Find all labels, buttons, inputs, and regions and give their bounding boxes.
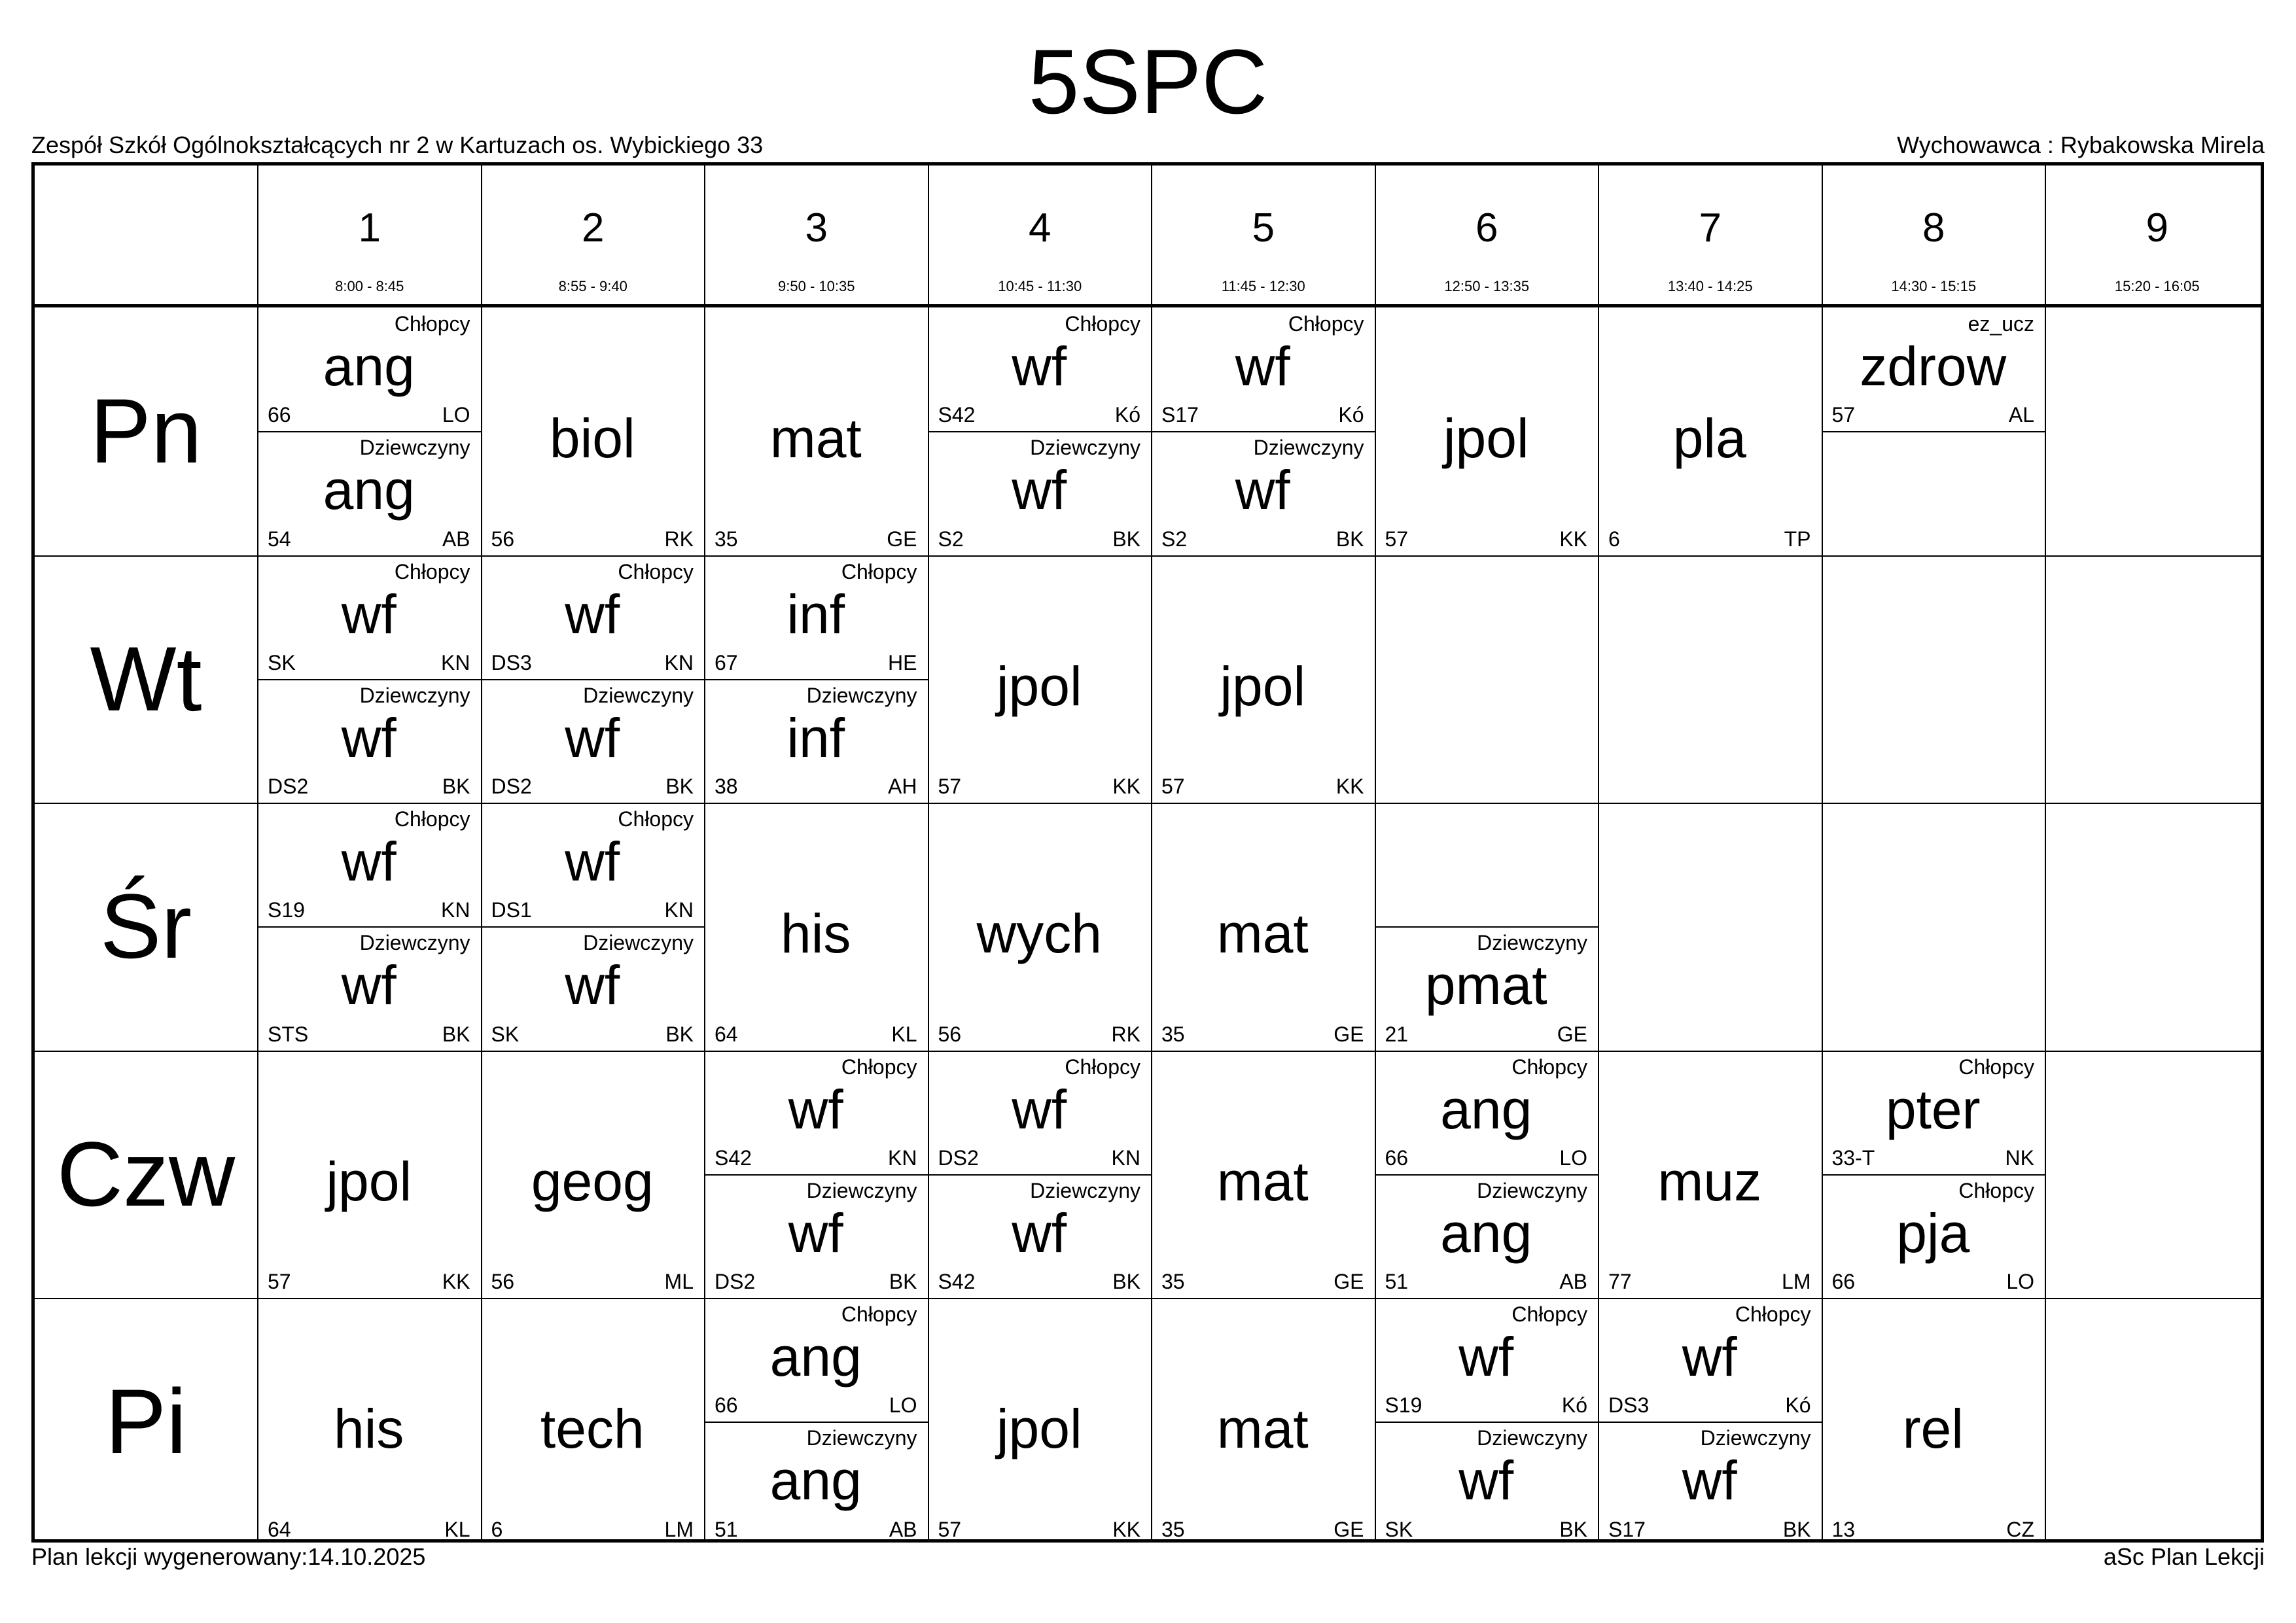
lesson-card [1375,1174,1598,1298]
period-number: 4 [1029,205,1051,251]
group-divider [1376,1422,1598,1423]
lesson-teacher: HE [888,650,917,674]
lesson-subject: jpol [1443,408,1529,469]
lesson-card [704,1051,928,1174]
group-divider [1823,431,2045,432]
period-number: 5 [1252,205,1275,251]
lesson-group: Chłopcy [1288,312,1364,336]
lesson-card [257,679,481,803]
lesson-room: DS3 [1608,1393,1650,1418]
lesson-room: S2 [938,527,964,551]
timetable-grid [31,162,2264,1543]
lesson-card [481,307,705,555]
lesson-subject: wf [341,831,397,892]
timetable-title: 5SPC [1028,30,1268,133]
group-divider [1376,926,1598,928]
lesson-subject: muz [1657,1150,1762,1212]
day-label: Pn [90,379,202,482]
lesson-subject: jpol [326,1150,412,1212]
group-divider [258,926,481,928]
group-divider [1823,1174,2045,1176]
lesson-group: Dziewczyny [1030,1178,1140,1202]
lesson-group: Chłopcy [1511,1055,1587,1079]
lesson-room: 33-T [1831,1145,1875,1170]
lesson-teacher: KL [891,1022,917,1046]
lesson-room: 66 [1385,1145,1409,1170]
lesson-card [1598,1051,1822,1299]
lesson-card [1598,307,1822,555]
school-name: Zespół Szkół Ogólnokształcących nr 2 w Kartuzach os. Wybickiego 33 [31,131,764,158]
lesson-teacher: AB [889,1517,917,1541]
lesson-teacher: NK [2005,1145,2034,1170]
lesson-teacher: CZ [2006,1517,2034,1541]
lesson-room: 35 [1161,1022,1185,1046]
lesson-subject: wf [1235,336,1290,397]
period-number: 6 [1475,205,1498,251]
lesson-subject: inf [786,707,845,769]
lesson-subject: inf [786,583,845,645]
lesson-teacher: BK [1782,1517,1811,1541]
period-time: 8:00 - 8:45 [335,278,404,294]
lesson-teacher: KL [444,1517,470,1541]
lesson-subject: wf [1235,459,1290,521]
lesson-card [1822,307,2045,431]
lesson-subject: wych [976,903,1102,964]
group-divider [929,1174,1152,1176]
day-label: Wt [90,627,202,730]
lesson-room: DS3 [491,650,532,674]
lesson-room: 64 [268,1517,291,1541]
day-label: Pi [105,1370,187,1473]
group-divider [1152,431,1375,432]
lesson-card [1375,1051,1598,1174]
lesson-group: Chłopcy [618,807,694,831]
lesson-room: 57 [1161,775,1185,798]
lesson-teacher: KK [1112,1517,1140,1541]
lesson-subject: mat [1216,1398,1309,1459]
lesson-card [1375,307,1598,555]
lesson-card [481,555,705,679]
column-divider [2045,304,2046,1539]
lesson-group: Dziewczyny [359,436,470,460]
lesson-room: 56 [491,527,515,551]
lesson-card [1598,1298,1822,1422]
lesson-room: 57 [938,1517,962,1541]
lesson-card [704,307,928,555]
lesson-room: 57 [1831,403,1856,427]
lesson-teacher: LO [2006,1270,2034,1293]
group-divider [929,431,1152,432]
lesson-teacher: BK [1112,1270,1140,1293]
lesson-room: 77 [1608,1270,1632,1293]
lesson-card [1151,1298,1375,1546]
lesson-group: Chłopcy [1958,1178,2034,1202]
lesson-card [704,1174,928,1298]
lesson-card [481,679,705,803]
lesson-room: SK [1385,1517,1413,1541]
period-number: 9 [2146,205,2168,251]
lesson-subject: wf [1012,459,1067,521]
lesson-card [1822,1298,2045,1546]
lesson-card [481,1298,705,1546]
period-time: 11:45 - 12:30 [1221,278,1305,294]
period-time: 9:50 - 10:35 [778,278,855,294]
lesson-room: STS [268,1022,309,1046]
lesson-group: Chłopcy [841,1302,917,1326]
lesson-card [704,1422,928,1545]
lesson-card [481,803,705,926]
lesson-group: Dziewczyny [806,1178,917,1202]
lesson-subject: wf [565,707,620,769]
lesson-card [704,679,928,803]
lesson-group: Chłopcy [1511,1302,1587,1326]
lesson-teacher: GE [887,527,917,551]
lesson-room: S17 [1161,403,1199,427]
lesson-subject: ang [1440,1078,1532,1140]
lesson-teacher: Kó [1785,1393,1811,1418]
lesson-room: DS2 [268,775,309,798]
lesson-teacher: Kó [1114,403,1140,427]
lesson-group: Dziewczyny [583,931,694,955]
day-label: Śr [100,875,192,977]
lesson-teacher: BK [665,1022,694,1046]
lesson-card [928,555,1152,803]
period-time: 8:55 - 9:40 [558,278,627,294]
lesson-room: 57 [1385,527,1409,551]
lesson-room: 56 [491,1270,515,1293]
lesson-group: Dziewczyny [1477,931,1587,955]
app-credit: aSc Plan Lekcji [2103,1543,2265,1570]
lesson-subject: biol [549,408,635,469]
lesson-teacher: Kó [1561,1393,1587,1418]
lesson-teacher: BK [1335,527,1364,551]
lesson-subject: pja [1896,1202,1970,1264]
lesson-card [1151,1051,1375,1299]
lesson-teacher: RK [1111,1022,1140,1046]
lesson-group: Chłopcy [1735,1302,1811,1326]
lesson-teacher: AL [2008,403,2034,427]
lesson-group: Dziewczyny [806,1426,917,1450]
lesson-room: 64 [715,1022,738,1046]
lesson-card [257,1051,481,1299]
lesson-card [704,555,928,679]
period-time: 14:30 - 15:15 [1891,278,1977,294]
lesson-card [257,307,481,431]
lesson-teacher: KN [441,650,470,674]
lesson-subject: pla [1672,408,1746,469]
lesson-card [257,1298,481,1546]
lesson-subject: wf [565,954,620,1017]
lesson-subject: pter [1885,1078,1981,1140]
lesson-subject: wf [1012,1078,1067,1140]
lesson-room: 51 [715,1517,738,1541]
lesson-card [257,803,481,926]
lesson-group: Chłopcy [394,559,470,584]
lesson-teacher: KN [664,898,694,922]
lesson-group: Chłopcy [841,559,917,584]
period-header [1151,166,1375,304]
lesson-group: Chłopcy [394,807,470,831]
period-time: 10:45 - 11:30 [998,278,1082,294]
lesson-room: 35 [1161,1517,1185,1541]
lesson-subject: ang [769,1450,862,1512]
lesson-room: 54 [268,527,291,551]
homeroom-teacher: Wychowawca : Rybakowska Mirela [1897,131,2265,158]
lesson-teacher: BK [1559,1517,1587,1541]
lesson-teacher: KK [1335,775,1364,798]
group-divider [705,1422,928,1423]
period-header [257,166,481,304]
lesson-room: S2 [1161,527,1188,551]
lesson-group: Dziewczyny [359,931,470,955]
lesson-card [1375,1422,1598,1545]
lesson-subject: wf [341,707,397,769]
period-number: 3 [805,205,828,251]
lesson-room: 57 [938,775,962,798]
lesson-room: 56 [938,1022,962,1046]
lesson-subject: wf [1458,1450,1514,1512]
lesson-teacher: GE [1557,1022,1587,1046]
lesson-room: DS1 [491,898,532,922]
lesson-group: Chłopcy [1065,312,1140,336]
lesson-group: Chłopcy [1065,1055,1140,1079]
group-divider [1376,1174,1598,1176]
lesson-teacher: GE [1333,1270,1364,1293]
lesson-group: Dziewczyny [1477,1426,1587,1450]
lesson-teacher: BK [1112,527,1140,551]
lesson-subject: geog [531,1150,654,1212]
lesson-card [481,1051,705,1299]
lesson-card [1598,1422,1822,1545]
lesson-group: Chłopcy [841,1055,917,1079]
lesson-teacher: KN [441,898,470,922]
lesson-room: DS2 [491,775,532,798]
lesson-room: 66 [715,1393,738,1418]
lesson-card [1822,1174,2045,1298]
lesson-subject: jpol [996,1398,1082,1459]
lesson-room: S42 [938,1270,976,1293]
lesson-teacher: KN [888,1145,917,1170]
lesson-card [704,803,928,1051]
lesson-card [481,926,705,1050]
lesson-teacher: ML [664,1270,694,1293]
lesson-teacher: Kó [1338,403,1364,427]
group-divider [482,926,705,928]
period-time: 12:50 - 13:35 [1444,278,1530,294]
lesson-card [928,1174,1152,1298]
lesson-teacher: LM [1782,1270,1811,1293]
lesson-teacher: AB [442,527,470,551]
lesson-room: 57 [268,1270,291,1293]
lesson-teacher: BK [442,1022,470,1046]
lesson-teacher: LO [889,1393,917,1418]
lesson-teacher: AH [888,775,917,798]
lesson-room: 67 [715,650,738,674]
lesson-room: S17 [1608,1517,1646,1541]
group-divider [258,679,481,680]
lesson-teacher: LM [664,1517,694,1541]
lesson-teacher: LO [1559,1145,1587,1170]
lesson-card [257,431,481,555]
period-time: 15:20 - 16:05 [2114,278,2200,294]
period-number: 2 [582,205,605,251]
group-divider [258,431,481,432]
lesson-room: 38 [715,775,738,798]
lesson-group: Dziewczyny [806,683,917,707]
lesson-teacher: AB [1559,1270,1587,1293]
lesson-subject: mat [1216,903,1309,964]
period-header [1598,166,1822,304]
period-header [928,166,1152,304]
lesson-room: 13 [1831,1517,1856,1541]
period-time: 13:40 - 14:25 [1667,278,1753,294]
period-header [1822,166,2045,304]
lesson-group: Dziewczyny [1030,436,1140,460]
lesson-card [1151,307,1375,431]
lesson-subject: tech [540,1398,645,1459]
lesson-card [1151,555,1375,803]
lesson-card [1151,803,1375,1051]
lesson-room: 35 [715,527,738,551]
lesson-group: Dziewczyny [1477,1178,1587,1202]
lesson-subject: wf [1682,1450,1737,1512]
lesson-teacher: KN [1111,1145,1140,1170]
lesson-subject: pmat [1424,954,1547,1017]
lesson-group: Chłopcy [394,312,470,336]
lesson-card [704,1298,928,1422]
period-header [2045,166,2269,304]
lesson-subject: mat [769,408,862,469]
lesson-card [1822,1051,2045,1174]
lesson-subject: ang [323,336,415,397]
lesson-subject: wf [788,1202,843,1264]
lesson-room: DS2 [715,1270,756,1293]
lesson-group: Chłopcy [1958,1055,2034,1079]
lesson-room: 35 [1161,1270,1185,1293]
lesson-room: 66 [1831,1270,1856,1293]
period-header [481,166,705,304]
lesson-room: S42 [938,403,976,427]
lesson-group: Chłopcy [618,559,694,584]
group-divider [1599,1422,1822,1423]
lesson-subject: ang [323,459,415,521]
period-header [704,166,928,304]
lesson-subject: wf [565,583,620,645]
lesson-subject: wf [1458,1326,1514,1387]
lesson-teacher: RK [664,527,694,551]
lesson-subject: rel [1902,1398,1964,1459]
lesson-room: 51 [1385,1270,1409,1293]
lesson-card [928,1051,1152,1174]
lesson-teacher: KK [1559,527,1587,551]
lesson-subject: zdrow [1860,336,2007,397]
lesson-subject: wf [1012,336,1067,397]
period-number: 8 [1922,205,1945,251]
lesson-card [257,926,481,1050]
group-divider [705,679,928,680]
period-number: 7 [1699,205,1722,251]
lesson-teacher: GE [1333,1022,1364,1046]
lesson-room: 66 [268,403,291,427]
lesson-subject: jpol [1220,655,1306,717]
generated-date: Plan lekcji wygenerowany:14.10.2025 [31,1543,426,1570]
lesson-teacher: KN [664,650,694,674]
lesson-card [1375,926,1598,1050]
period-header [1375,166,1598,304]
group-divider [705,1174,928,1176]
lesson-room: 21 [1385,1022,1409,1046]
lesson-teacher: BK [442,775,470,798]
lesson-room: 6 [1608,527,1620,551]
lesson-card [928,1298,1152,1546]
lesson-card [257,555,481,679]
lesson-card [1151,431,1375,555]
period-number: 1 [358,205,381,251]
lesson-card [928,803,1152,1051]
lesson-group: Dziewczyny [1700,1426,1811,1450]
lesson-room: S42 [715,1145,752,1170]
lesson-teacher: LO [442,403,470,427]
lesson-room: S19 [268,898,305,922]
lesson-group: Dziewczyny [1253,436,1364,460]
lesson-subject: ang [1440,1202,1532,1264]
lesson-room: DS2 [938,1145,979,1170]
lesson-subject: his [781,903,851,964]
day-label: Czw [56,1122,236,1225]
lesson-subject: his [334,1398,404,1459]
lesson-card [928,307,1152,431]
lesson-room: 6 [491,1517,503,1541]
lesson-subject: wf [1012,1202,1067,1264]
lesson-subject: wf [341,583,397,645]
lesson-room: S19 [1385,1393,1422,1418]
lesson-subject: wf [565,831,620,892]
lesson-card [928,431,1152,555]
lesson-teacher: BK [889,1270,917,1293]
lesson-teacher: TP [1784,527,1811,551]
lesson-subject: jpol [996,655,1082,717]
lesson-teacher: BK [665,775,694,798]
lesson-group: Dziewczyny [583,683,694,707]
lesson-room: SK [268,650,296,674]
lesson-room: SK [491,1022,520,1046]
lesson-teacher: KK [1112,775,1140,798]
lesson-subject: mat [1216,1150,1309,1212]
lesson-subject: wf [1682,1326,1737,1387]
lesson-teacher: KK [442,1270,470,1293]
lesson-subject: wf [341,954,397,1017]
lesson-card [1375,1298,1598,1422]
lesson-group: ez_ucz [1968,312,2034,336]
lesson-teacher: GE [1333,1517,1364,1541]
group-divider [482,679,705,680]
lesson-subject: ang [769,1326,862,1387]
lesson-group: Dziewczyny [359,683,470,707]
lesson-subject: wf [788,1078,843,1140]
